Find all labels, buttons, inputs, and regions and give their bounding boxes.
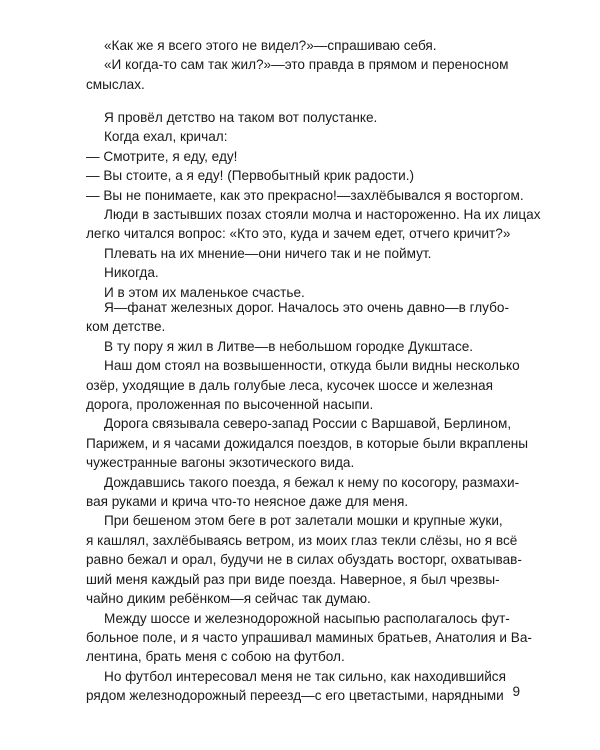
text-line: чайно диким ребёнком—я сейчас так думаю. [86, 591, 371, 607]
text-line: При бешеном этом беге в рот залетали мошки и крупные жуки, [104, 513, 503, 529]
text-line: Никогда. [104, 265, 159, 281]
text-line: Наш дом стоял на возвышенности, откуда были видны несколько [104, 358, 520, 374]
text-line: ший меня каждый раз при виде поезда. Наверное, я был чрезвы- [86, 571, 500, 587]
text-line: Но футбол интересовал меня не так сильно, как находившийся [104, 668, 506, 684]
text-line: — Вы стоите, а я еду! (Первобытный крик радости.) [86, 168, 415, 184]
text-line: ком детстве. [86, 319, 166, 335]
text-line: — Смотрите, я еду, еду! [86, 148, 238, 164]
text-line: Между шоссе и железнодорожной насыпью располагалось фут- [104, 610, 510, 626]
text-line: больное поле, и я часто упрашивал маминых братьев, Анатолия и Ва- [86, 629, 532, 645]
text-line: Парижем, и я часами дожидался поездов, в которые были вкраплены [86, 435, 528, 451]
text-line: смыслах. [86, 76, 145, 92]
text-line: чужестранные вагоны экзотического вида. [86, 455, 355, 471]
text-line: я кашлял, захлёбываясь ветром, из моих глаз текли слёзы, но я всё [86, 532, 518, 548]
text-line: легко читался вопрос: «Кто это, куда и зачем едет, отчего кричит?» [86, 226, 511, 242]
text-line: И в этом их маленькое счастье. [104, 284, 305, 300]
text-line: Плевать на их мнение—они ничего так и не поймут. [104, 245, 432, 261]
page-number: 9 [512, 684, 520, 699]
text-block-1 [86, 36, 518, 94]
text-block-2 [86, 108, 541, 302]
text-line: Люди в застывших позах стояли молча и настороженно. На их лицах [104, 207, 541, 223]
text-line: рядом железнодорожный переезд—с его цветастыми, нарядными [86, 688, 504, 704]
text-line: Я—фанат железных дорог. Началось это очень давно—в глубо- [104, 300, 509, 315]
text-line: В ту пору я жил в Литве—в небольшом городке Дукштасе. [104, 338, 474, 354]
text-line: «И когда-то сам так жил?»—это правда в прямом и переносном [104, 57, 509, 73]
text-line: Когда ехал, кричал: [104, 129, 228, 145]
text-line: лентина, брать меня с собою на футбол. [86, 649, 345, 665]
text-line: Дождавшись такого поезда, я бежал к нему по косогору, размахи- [104, 474, 520, 490]
text-line: озёр, уходящие в даль голубые леса, кусочек шоссе и железная [86, 377, 493, 393]
text-line: вая руками и крича что-то неясное даже для меня. [86, 494, 409, 510]
text-line: Дорога связывала северо-запад России с Варшавой, Берлином, [104, 416, 512, 432]
text-line: «Как же я всего этого не видел?»—спрашиваю себя. [104, 38, 437, 53]
text-line: Я провёл детство на таком вот полустанке. [104, 110, 378, 125]
text-line: — Вы не понимаете, как это прекрасно!—захлёбывался я восторгом. [86, 187, 524, 203]
text-line: равно бежал и орал, будучи не в силах обуздать восторг, охватывав- [86, 552, 522, 568]
text-line: дорога, проложенная по высоченной насыпи. [86, 397, 374, 413]
text-block-3 [86, 298, 532, 706]
